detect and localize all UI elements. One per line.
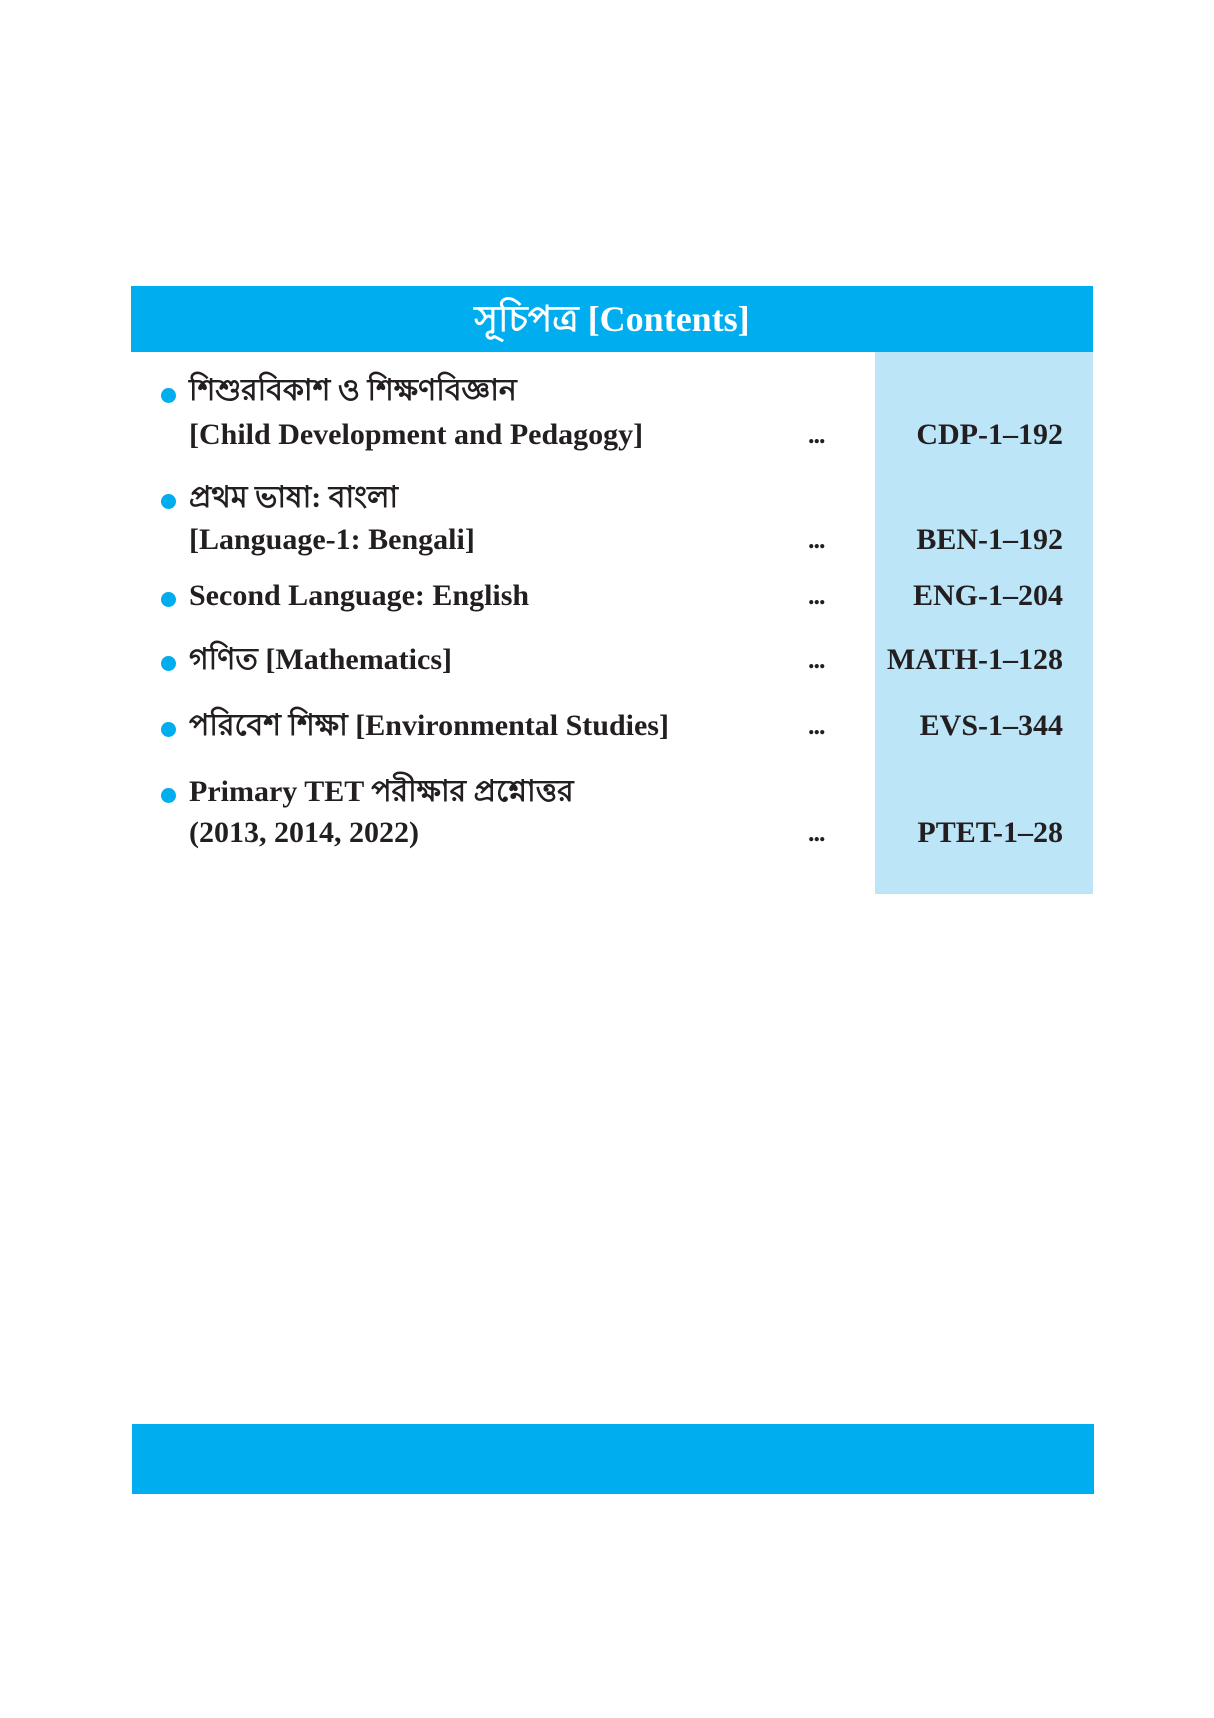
page-range: PTET-1–28 bbox=[917, 816, 1063, 849]
bullet-icon bbox=[161, 388, 176, 403]
leader-dots: ... bbox=[808, 818, 825, 847]
entry-title-mixed: Primary TET পরীক্ষার প্রশ্নোত্তর bbox=[189, 775, 574, 808]
bullet-icon bbox=[161, 788, 176, 803]
entry-title: Second Language: English bbox=[189, 579, 530, 612]
entry-title-years: (2013, 2014, 2022) bbox=[189, 816, 419, 849]
contents-header bbox=[131, 286, 1093, 352]
footer-bar bbox=[132, 1424, 1094, 1494]
leader-dots: ... bbox=[808, 525, 825, 554]
page-range: CDP-1–192 bbox=[916, 418, 1063, 451]
entry-title: গণিত [Mathematics] bbox=[189, 643, 452, 676]
entry-title-english: [Child Development and Pedagogy] bbox=[189, 418, 644, 451]
leader-dots: ... bbox=[808, 420, 825, 449]
entry-title-bengali: শিশুরবিকাশ ও শিক্ষণবিজ্ঞান bbox=[189, 374, 517, 407]
bullet-icon bbox=[161, 722, 176, 737]
page-range: EVS-1–344 bbox=[919, 709, 1063, 742]
entry-title-english: [Language-1: Bengali] bbox=[189, 523, 475, 556]
bullet-icon bbox=[161, 494, 176, 509]
bullet-icon bbox=[161, 592, 176, 607]
contents-title: সূচিপত্র [Contents] bbox=[474, 299, 750, 339]
page-range: BEN-1–192 bbox=[916, 523, 1063, 556]
leader-dots: ... bbox=[808, 581, 825, 610]
leader-dots: ... bbox=[808, 711, 825, 740]
entry-title: পরিবেশ শিক্ষা [Environmental Studies] bbox=[189, 709, 669, 742]
entry-title-bengali: প্রথম ভাষা: বাংলা bbox=[189, 481, 399, 514]
leader-dots: ... bbox=[808, 645, 825, 674]
page-range: ENG-1–204 bbox=[913, 579, 1063, 612]
page-range: MATH-1–128 bbox=[886, 643, 1063, 676]
bullet-icon bbox=[161, 656, 176, 671]
